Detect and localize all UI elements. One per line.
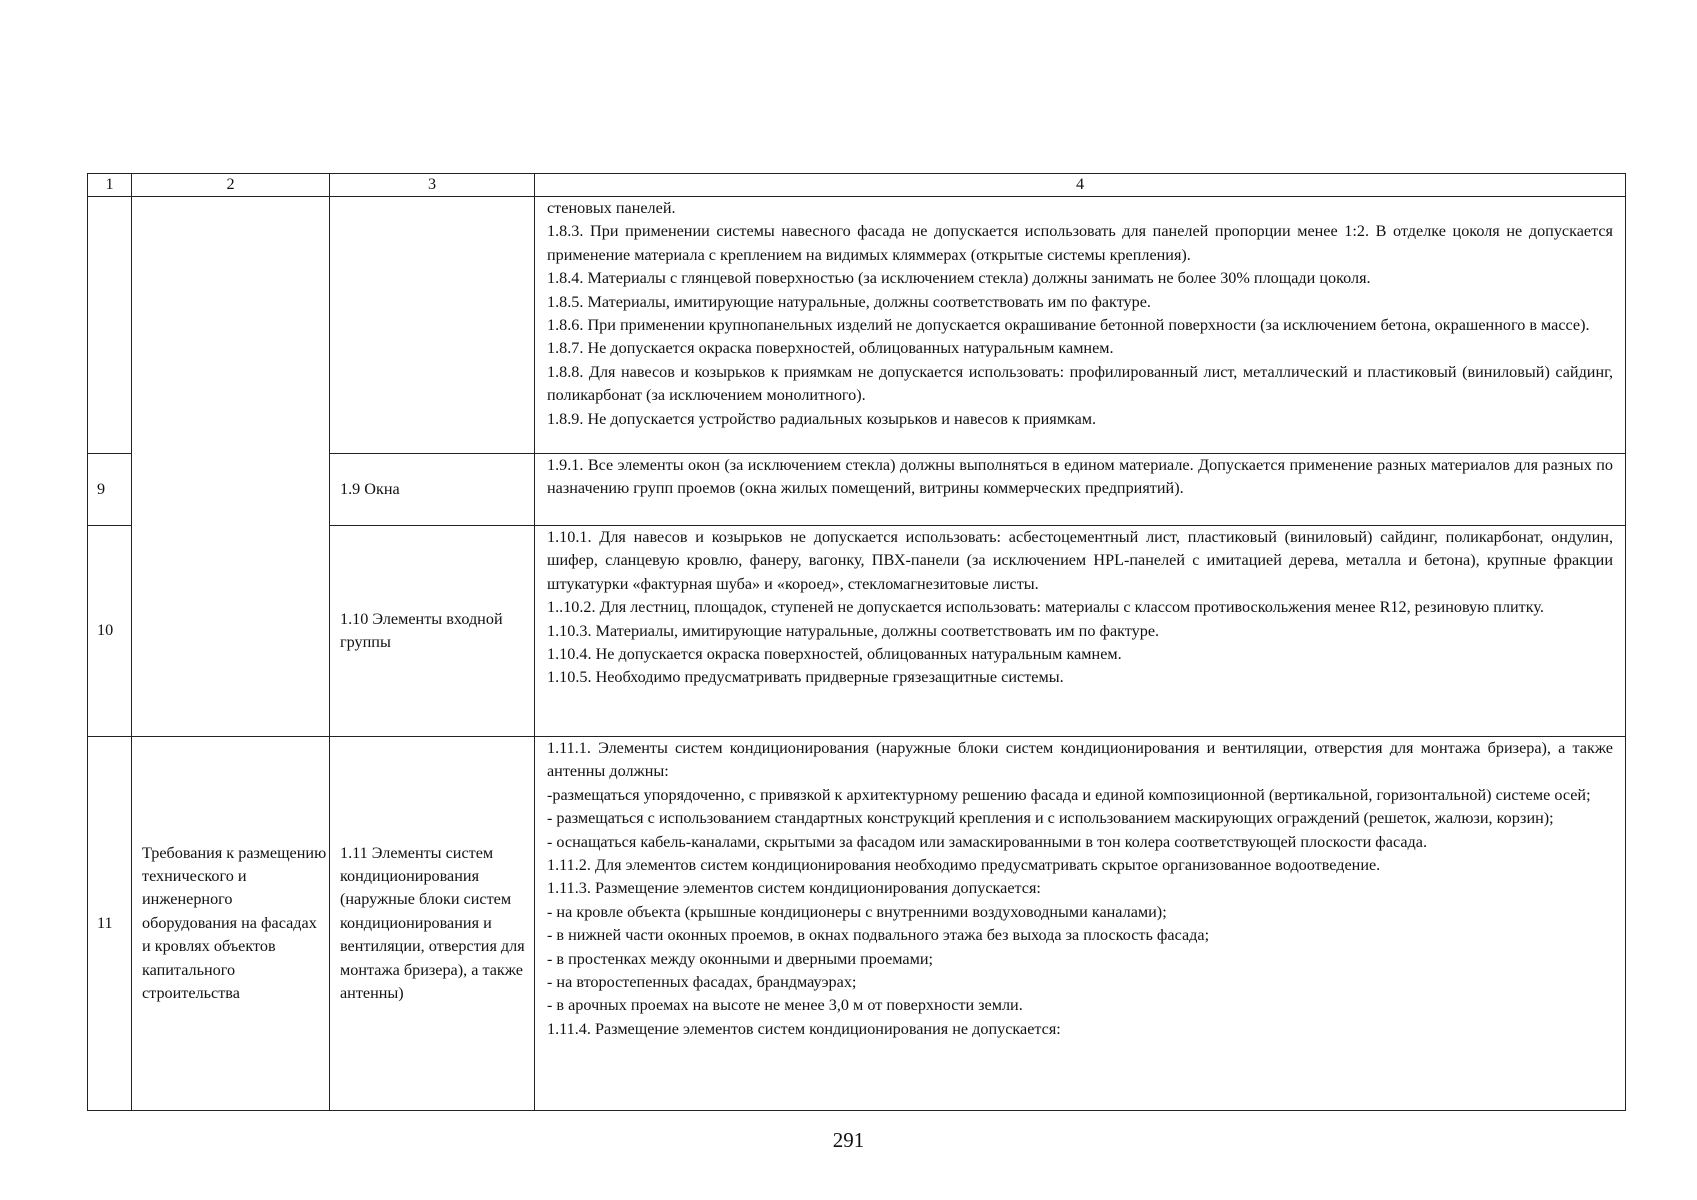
table-header-row (88, 174, 1626, 197)
paragraph: - на второстепенных фасадах, брандмауэрах; (547, 973, 857, 992)
header-col-1: 1 (88, 174, 132, 197)
paragraph: 1.11.4. Размещение элементов систем кондиционирования не допускается: (547, 1019, 1061, 1038)
row-number: 9 (88, 454, 132, 526)
paragraph: 1..10.2. Для лестниц, площадок, ступеней не допускается использовать: материалы с классом противоскольжения менее R12, резиновую плитку. (547, 598, 1544, 617)
element-cell (330, 197, 535, 454)
paragraph: 1.8.8. Для навесов и козырьков к приямкам не допускается использовать: профилированный лист, металлический и пластиковый (виниловый) сайдинг, поликарбонат (за исключением монолитного). (547, 362, 1613, 405)
paragraph: стеновых панелей. (547, 199, 676, 217)
row-number (88, 197, 132, 454)
element-cell: 1.9 Окна (330, 454, 535, 526)
paragraph: 1.8.5. Материалы, имитирующие натуральные, должны соответствовать им по фактуре. (547, 292, 1151, 311)
content-cell (535, 737, 1626, 1111)
paragraph: 1.9.1. Все элементы окон (за исключением стекла) должны выполняться в едином материале. Допускается применение разных материалов для разных по назначению групп проемов (окна жилых помещений, витрины коммерческих предприятий). (547, 456, 1613, 498)
paragraph: 1.11.2. Для элементов систем кондиционирования необходимо предусматривать скрытое организованное водоотведение. (547, 856, 1381, 875)
paragraph: 1.10.1. Для навесов и козырьков не допускается использовать: асбестоцементный лист, пластиковый (виниловый) сайдинг, поликарбонат, ондулин, шифер, сланцевую кровлю, фанеру, вагонку, ПВХ-панели (за исключением HPL-панелей с имитацией дерева, металла и бетона), крупные фракции штукатурки «фактурная шуба» и «короед», стекломагнезитовые листы. (547, 528, 1613, 593)
paragraph: 1.8.7. Не допускается окраска поверхностей, облицованных натуральным камнем. (547, 339, 1114, 358)
paragraph: 1.8.6. При применении крупнопанельных изделий не допускается окрашивание бетонной поверхности (за исключением бетона, окрашенного в массе). (547, 316, 1590, 335)
paragraph: -размещаться упорядоченно, с привязкой к архитектурному решению фасада и единой композиционной (вертикальной, горизонтальной) системе осей; (547, 785, 1591, 804)
requirement-cell (132, 197, 330, 737)
paragraph: - в простенках между оконными и дверными проемами; (547, 949, 934, 968)
paragraph: - размещаться с использованием стандартных конструкций крепления и с использованием маскирующих ограждений (решеток, жалюзи, корзин); (547, 809, 1554, 828)
row-number: 10 (88, 526, 132, 737)
paragraph: - в арочных проемах на высоте не менее 3,0 м от поверхности земли. (547, 996, 1023, 1015)
header-col-3: 3 (330, 174, 535, 197)
table-row (88, 737, 1626, 1111)
header-col-2: 2 (132, 174, 330, 197)
paragraph: - в нижней части оконных проемов, в окнах подвального этажа без выхода за плоскость фасада; (547, 926, 1210, 945)
paragraph: 1.11.3. Размещение элементов систем кондиционирования допускается: (547, 879, 1041, 898)
element-cell: 1.11 Элементы систем кондиционирования (наружные блоки систем кондиционирования и вентиляции, отверстия для монтажа бризера), а также антенны) (330, 737, 535, 1111)
paragraph: 1.8.9. Не допускается устройство радиальных козырьков и навесов к приямкам. (547, 409, 1097, 428)
paragraph: 1.8.4. Материалы с глянцевой поверхностью (за исключением стекла) должны занимать не более 30% площади цоколя. (547, 269, 1371, 288)
content-cell (535, 526, 1626, 737)
content-cell (535, 197, 1626, 454)
paragraph: 1.11.1. Элементы систем кондиционирования (наружные блоки систем кондиционирования и вентиляции, отверстия для монтажа бризера), а также антенны должны: (547, 739, 1613, 781)
content-cell (535, 454, 1626, 526)
paragraph: 1.10.5. Необходимо предусматривать придверные грязезащитные системы. (547, 668, 1064, 687)
element-cell: 1.10 Элементы входной группы (330, 526, 535, 737)
row-number: 11 (88, 737, 132, 1111)
requirement-cell: Требования к размещению технического и инженерного оборудования на фасадах и кровлях объектов капитального строительства (132, 737, 330, 1111)
paragraph: 1.10.3. Материалы, имитирующие натуральные, должны соответствовать им по фактуре. (547, 621, 1160, 640)
regulations-table (87, 173, 1626, 1111)
paragraph: 1.10.4. Не допускается окраска поверхностей, облицованных натуральным камнем. (547, 645, 1122, 664)
header-col-4: 4 (535, 174, 1626, 197)
paragraph: 1.8.3. При применении системы навесного фасада не допускается использовать для панелей пропорции менее 1:2. В отделке цоколя не допускается применение материала с креплением на видимых кляммерах (открытые системы крепления). (547, 222, 1613, 264)
table-row (88, 197, 1626, 454)
paragraph: - на кровле объекта (крышные кондиционеры с внутренними воздуховодными каналами); (547, 902, 1167, 921)
paragraph: - оснащаться кабель-каналами, скрытыми за фасадом или замаскированными в тон колера соответствующей плоскости фасада. (547, 832, 1428, 851)
page-number: 291 (832, 1128, 865, 1152)
